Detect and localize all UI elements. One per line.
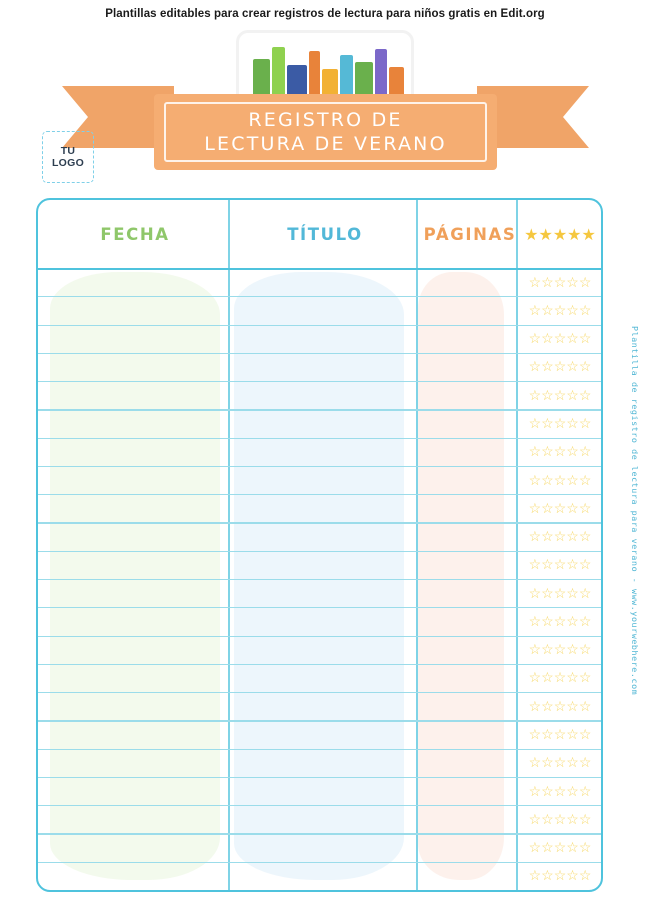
rating-stars-cell[interactable]: ☆☆☆☆☆ — [528, 330, 592, 347]
row-divider — [38, 551, 601, 552]
logo-line-1: TU — [60, 145, 76, 157]
rating-stars-cell[interactable]: ☆☆☆☆☆ — [528, 386, 592, 403]
rating-stars-cell[interactable]: ☆☆☆☆☆ — [528, 471, 592, 488]
rating-stars-cell[interactable]: ☆☆☆☆☆ — [528, 725, 592, 742]
column-header-fecha: FECHA — [100, 225, 170, 244]
rating-stars-cell[interactable]: ☆☆☆☆☆ — [528, 754, 592, 771]
rating-stars-cell[interactable]: ☆☆☆☆☆ — [528, 301, 592, 318]
row-divider — [38, 749, 601, 750]
rating-stars-cell[interactable]: ☆☆☆☆☆ — [528, 641, 592, 658]
logo-line-2: LOGO — [51, 157, 85, 169]
row-divider — [38, 438, 601, 439]
row-divider — [38, 862, 601, 863]
column-divider-2 — [416, 200, 418, 890]
template-sheet — [0, 26, 650, 919]
row-divider — [38, 607, 601, 608]
rating-stars-cell[interactable]: ☆☆☆☆☆ — [528, 584, 592, 601]
rating-stars-cell[interactable]: ☆☆☆☆☆ — [528, 528, 592, 545]
rating-stars-cell[interactable]: ☆☆☆☆☆ — [528, 273, 592, 290]
row-divider — [38, 522, 601, 523]
column-header-titulo: TÍTULO — [287, 225, 363, 244]
row-divider — [38, 466, 601, 467]
row-divider — [38, 636, 601, 637]
reading-log-table — [36, 198, 603, 892]
row-divider — [38, 833, 601, 834]
row-divider — [38, 494, 601, 495]
ribbon-title-line2: LECTURA DE VERANO — [204, 133, 447, 155]
row-divider — [38, 325, 601, 326]
ribbon-title-line1: REGISTRO DE — [248, 109, 403, 131]
logo-placeholder[interactable] — [42, 131, 94, 183]
wash-paginas — [418, 272, 504, 880]
row-divider — [38, 353, 601, 354]
column-header-rating: ★★★★★ — [524, 227, 596, 244]
rating-stars-cell[interactable]: ☆☆☆☆☆ — [528, 612, 592, 629]
row-divider — [38, 805, 601, 806]
page-caption: Plantillas editables para crear registros de lectura para niños gratis en Edit.org — [105, 8, 545, 20]
row-divider — [38, 692, 601, 693]
row-divider — [38, 777, 601, 778]
rating-stars-cell[interactable]: ☆☆☆☆☆ — [528, 839, 592, 856]
column-divider-1 — [228, 200, 230, 890]
ribbon-body — [154, 94, 497, 170]
rating-stars-cell[interactable]: ☆☆☆☆☆ — [528, 697, 592, 714]
rating-stars-cell[interactable]: ☆☆☆☆☆ — [528, 669, 592, 686]
rating-stars-cell[interactable]: ☆☆☆☆☆ — [528, 810, 592, 827]
column-divider-3 — [516, 200, 518, 890]
rating-stars-cell[interactable]: ☆☆☆☆☆ — [528, 443, 592, 460]
rating-stars-cell[interactable]: ☆☆☆☆☆ — [528, 414, 592, 431]
wash-titulo — [234, 272, 404, 880]
rating-stars-cell[interactable]: ☆☆☆☆☆ — [528, 867, 592, 884]
row-divider — [38, 664, 601, 665]
vertical-website-text: Plantilla de registro de lectura para verano - www.yourwebhere.com — [630, 326, 640, 696]
row-divider — [38, 720, 601, 721]
row-divider — [38, 579, 601, 580]
ribbon-title — [154, 108, 497, 156]
header-divider — [38, 268, 601, 270]
rating-stars-cell[interactable]: ☆☆☆☆☆ — [528, 782, 592, 799]
wash-fecha — [50, 272, 220, 880]
row-divider — [38, 296, 601, 297]
row-divider — [38, 381, 601, 382]
rating-stars-cell[interactable]: ☆☆☆☆☆ — [528, 556, 592, 573]
column-header-paginas: PÁGINAS — [423, 225, 517, 244]
title-ribbon — [62, 78, 589, 190]
rating-stars-cell[interactable]: ☆☆☆☆☆ — [528, 499, 592, 516]
rating-stars-cell[interactable]: ☆☆☆☆☆ — [528, 358, 592, 375]
row-divider — [38, 409, 601, 410]
